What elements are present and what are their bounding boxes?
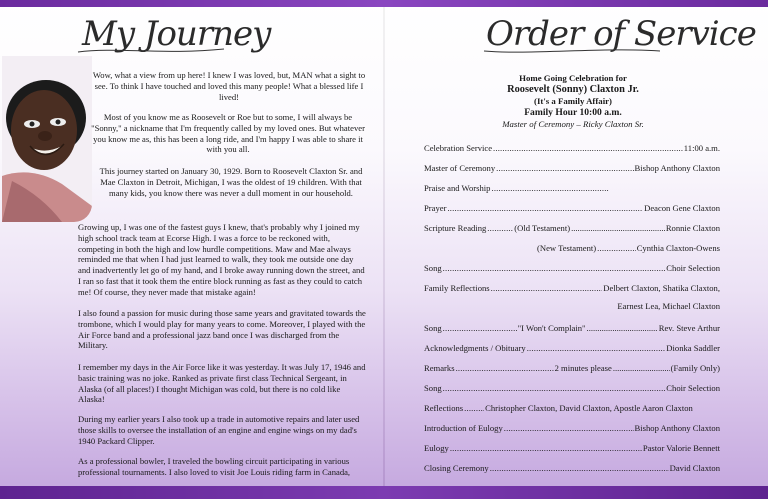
program-row: Master of Ceremony ..... Bishop Anthony Claxton bbox=[424, 161, 720, 174]
bottom-purple-band bbox=[0, 486, 768, 499]
header-line-3: (It's a Family Affair) bbox=[534, 96, 612, 106]
program-row: Closing Ceremony ..... David Claxton bbox=[424, 461, 720, 474]
journey-paragraph-4: Growing up, I was one of the fastest guys I knew, that's probably why I joined my high school track team at Ecorse High. I was a force to be reckoned with, competing in both the high and low hurdle competitions. Maw and Mae always reminded me that when I had just learned to walk, they took me outside one day and inadvertently let go of my hand, and I broke away running down the street, and I ran so fast that it took them the entire block running as fast as they could to catch me! Of course, they never made that mistake again! bbox=[78, 222, 365, 297]
journey-paragraph-8: As a professional bowler, I traveled the bowling circuit participating in various professional tournaments. I also loved to visit Joe Louis riding farm in Canada, bbox=[78, 456, 351, 477]
program-row: Remarks ..... 2 minutes please ..... (Family Only) bbox=[424, 361, 720, 374]
top-purple-band bbox=[0, 0, 768, 7]
journey-paragraph-2: Most of you know me as Roosevelt or Roe but to some, I will always be "Sonny," a nickname that I'm frequently called by my loved ones. But whatever you know me as, this has been a long ride, and I'm happy I was able to share it with you all. bbox=[91, 112, 365, 155]
journey-paragraph-1: Wow, what a view from up here! I knew I was loved, but, MAN what a sight to see. To think I have touched and loved this many people! What a blessed life I lived! bbox=[92, 70, 366, 102]
program-row: Eulogy ..... Pastor Valorie Bennett bbox=[424, 441, 720, 454]
order-of-service-title: Order of Service bbox=[486, 14, 756, 54]
center-fold bbox=[383, 7, 385, 486]
journey-paragraph-7: During my earlier years I also took up a trade in automotive repairs and later used those skills to oversee the installation of an engine and engine wings on my dad's 1940 Packard Clipper. bbox=[78, 414, 360, 446]
program-row: Song ..... Choir Selection bbox=[424, 381, 720, 394]
journey-paragraph-6: I remember my days in the Air Force like it was yesterday. It was July 17, 1946 and basic training was no joke. Ranked as private first class Technical Sergeant, in Alaska (of all places!) I thought Michigan was cold, but there is no cold like Alaska! bbox=[78, 362, 366, 405]
program-row: Praise and Worship ..... bbox=[424, 181, 610, 194]
program-row: Reflections ..... Christopher Claxton, David Claxton, Apostle Aaron Claxton bbox=[424, 401, 720, 414]
program-row: Song ..... Choir Selection bbox=[424, 261, 720, 274]
journey-paragraph-3: This journey started on January 30, 1929. Born to Roosevelt Claxton Sr. and Mae Claxton in Detroit, Michigan, I was the oldest of 19 children. With that many kids, you know there was never a dull moment in our household. bbox=[99, 166, 363, 198]
program-row: Celebration Service ..... 11:00 a.m. bbox=[424, 141, 720, 154]
portrait-photo bbox=[2, 56, 92, 222]
program-row: Family Reflections ..... Delbert Claxton, Shatika Claxton, bbox=[424, 281, 720, 294]
deceased-name: Roosevelt (Sonny) Claxton Jr. bbox=[507, 84, 639, 95]
program-row: Scripture Reading ..... (Old Testament) ..... Ronnie Claxton bbox=[424, 221, 720, 234]
program-row: Acknowledgments / Obituary ..... Dionka Saddler bbox=[424, 341, 720, 354]
header-line-1: Home Going Celebration for bbox=[519, 73, 627, 83]
title-swash-right bbox=[482, 46, 662, 56]
program-row: Song ..... "I Won't Complain" ..... Rev. Steve Arthur bbox=[424, 321, 720, 334]
program-row: Introduction of Eulogy ..... Bishop Anthony Claxton bbox=[424, 421, 720, 434]
program-row-continuation: Earnest Lea, Michael Claxton bbox=[617, 301, 720, 311]
my-journey-title: My Journey bbox=[82, 14, 271, 54]
program-row: (New Testament) ..... Cynthia Claxton-Owens bbox=[537, 241, 720, 254]
title-swash-left bbox=[76, 46, 226, 56]
program-row: Prayer ..... Deacon Gene Claxton bbox=[424, 201, 720, 214]
journey-paragraph-5: I also found a passion for music during those same years and gravitated towards the trombone, which I would play for many years to come. Moreover, I played with the Air Force band and a professional jazz band once I was discharged from the Military. bbox=[78, 308, 366, 351]
family-hour: Family Hour 10:00 a.m. bbox=[524, 107, 622, 118]
service-header bbox=[420, 73, 726, 130]
master-of-ceremony-line: Master of Ceremony – Ricky Claxton Sr. bbox=[502, 119, 644, 129]
